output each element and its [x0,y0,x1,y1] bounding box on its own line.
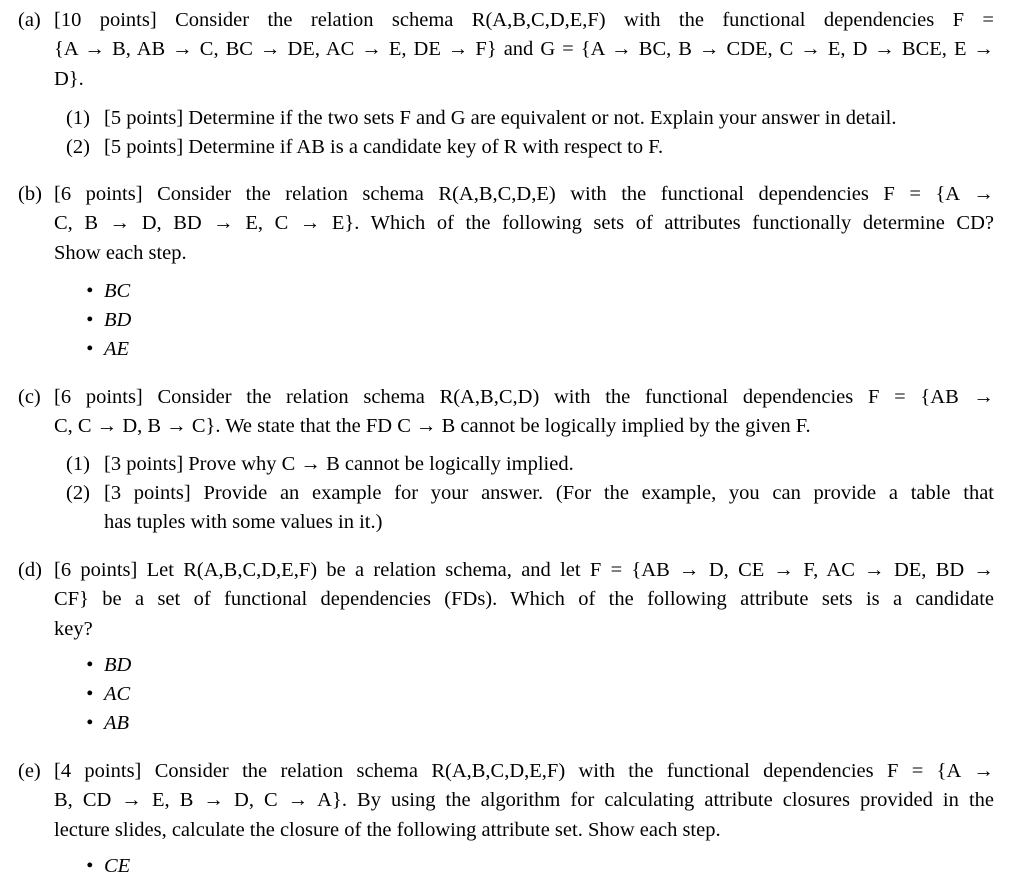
question-e-text [54,757,994,845]
question-e-label: (e) [18,760,41,782]
question-d-line-3: key? [54,617,93,640]
question-e-line-3: lecture slides, calculate the closure of the following attribute set. Show each step. [54,818,721,841]
sub-text-line-2: has tuples with some values in it.) [104,511,383,534]
question-d-text [54,556,994,644]
list-item [86,709,129,738]
list-item [86,680,130,709]
list-item [86,306,131,335]
bullet-text: AE [104,338,130,360]
sub-text: [5 points] Determine if the two sets F and G are equivalent or not. Explain your answer in detail. [104,107,897,129]
question-c-sub-1 [66,450,574,479]
bullet-icon: • [86,712,94,734]
question-b-label: (b) [18,183,42,205]
question-a-line-1: [10 points] Consider the relation schema R(A,B,C,D,E,F) with the functional dependencies F = [54,9,994,31]
question-c-label: (c) [18,386,41,408]
sub-text-line-1: [3 points] Provide an example for your answer. (For the example, you can provide a table that [104,482,994,504]
question-a-sub-2 [66,133,663,162]
list-item [86,651,131,680]
bullet-icon: • [86,338,94,360]
sub-number: (2) [66,482,90,504]
sub-text: [3 points] Prove why C → B cannot be logically implied. [104,453,574,475]
question-a-line-3: D}. [54,67,84,90]
sub-text: [5 points] Determine if AB is a candidate key of R with respect to F. [104,136,664,158]
question-a-label: (a) [18,9,41,31]
sub-number: (1) [66,107,90,129]
bullet-text: AB [104,712,130,734]
bullet-icon: • [86,654,94,676]
question-d-label: (d) [18,559,42,581]
bullet-icon: • [86,683,94,705]
question-c-line-1: [6 points] Consider the relation schema R(A,B,C,D) with the functional dependencies F = {AB → [54,386,994,408]
bullet-text: CE [104,855,131,877]
question-c-sub-2 [66,479,104,508]
question-d-line-1: [6 points] Let R(A,B,C,D,E,F) be a relation schema, and let F = {AB → D, CE → F, AC → DE, BD → [54,559,994,581]
question-c-line-2: C, C → D, B → C}. We state that the FD C → B cannot be logically implied by the given F. [54,415,811,438]
question-b-line-3: Show each step. [54,241,187,264]
bullet-text: BC [104,280,131,302]
question-a-text [54,6,994,94]
list-item [86,335,129,364]
bullet-text: BD [104,309,132,331]
list-item [86,277,130,306]
bullet-text: AC [104,683,131,705]
list-item [86,852,130,881]
question-d-line-2: CF} be a set of functional dependencies (FDs). Which of the following attribute sets is a candidate [54,588,994,611]
bullet-icon: • [86,280,94,302]
bullet-icon: • [86,309,94,331]
bullet-text: BD [104,654,132,676]
question-e-line-1: [4 points] Consider the relation schema R(A,B,C,D,E,F) with the functional dependencies F = {A → [54,760,994,782]
question-c-sub-2-text [104,479,994,538]
sub-number: (1) [66,453,90,475]
question-b-line-1: [6 points] Consider the relation schema R(A,B,C,D,E) with the functional dependencies F = {A → [54,183,994,205]
sub-number: (2) [66,136,90,158]
question-a-line-2: {A → B, AB → C, BC → DE, AC → E, DE → F} and G = {A → BC, B → CDE, C → E, D → BCE, E → [54,38,994,61]
question-c-text [54,383,994,442]
question-a-sub-1 [66,104,896,133]
question-b-line-2: C, B → D, BD → E, C → E}. Which of the following sets of attributes functionally determine CD? [54,212,994,235]
question-e-line-2: B, CD → E, B → D, C → A}. By using the algorithm for calculating attribute closures provided in the [54,789,994,812]
bullet-icon: • [86,855,94,877]
question-b-text [54,180,994,268]
